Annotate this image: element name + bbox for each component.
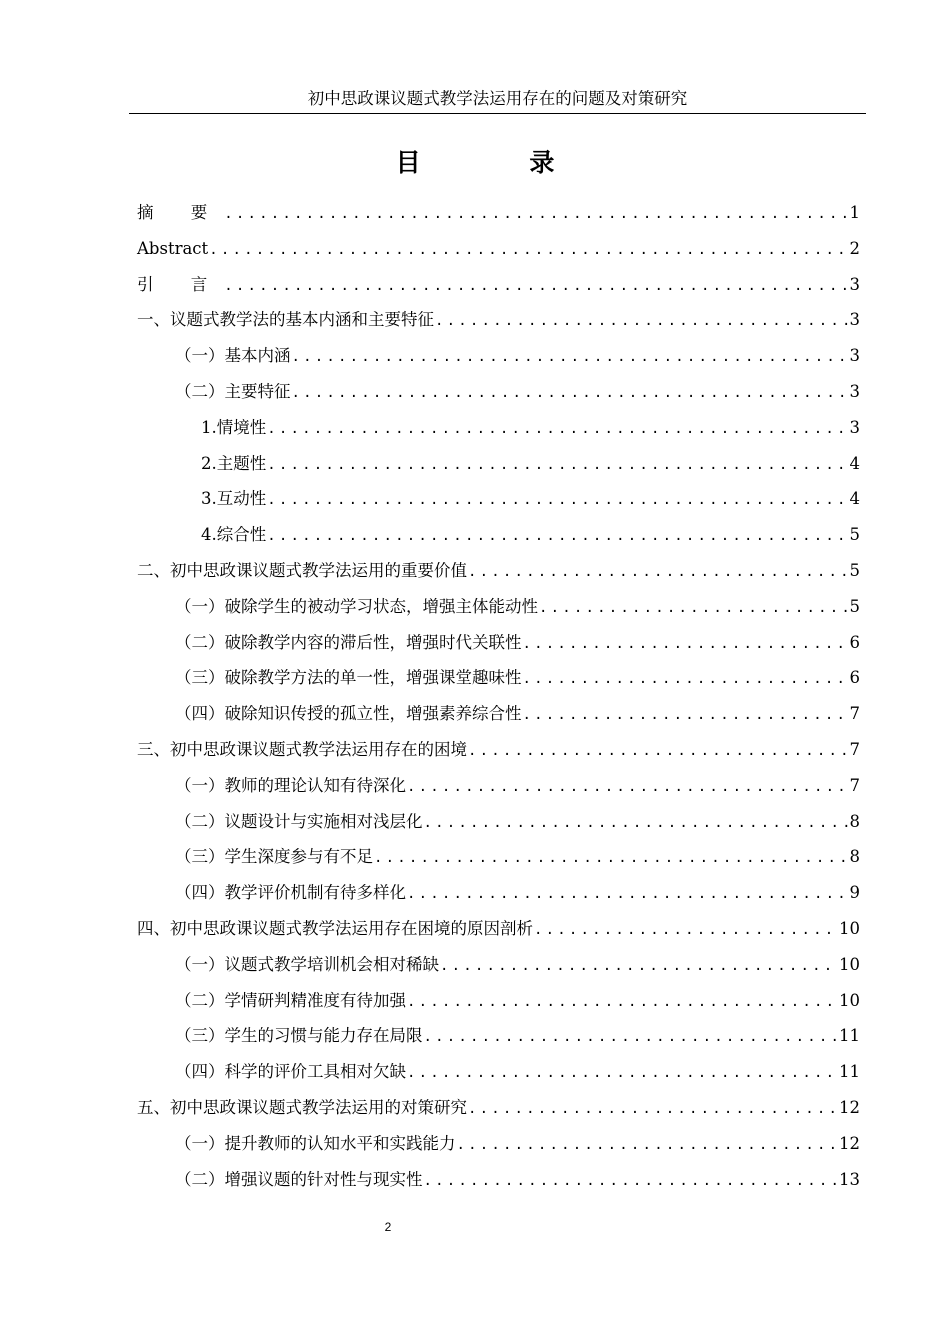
toc-entry-label: （二）学情研判精准度有待加强 xyxy=(175,990,406,1010)
toc-entry[interactable] xyxy=(137,236,860,262)
toc-entry-label: 1.情境性 xyxy=(201,417,267,437)
toc-dot-leader xyxy=(291,380,848,406)
toc-entry-label: 三、初中思政课议题式教学法运用存在的困境 xyxy=(137,740,467,759)
toc-entry-label: （一）基本内涵 xyxy=(175,346,291,366)
page-number: 2 xyxy=(384,1220,392,1234)
toc-dot-leader xyxy=(406,774,848,800)
toc-dot-leader xyxy=(266,416,847,442)
toc-entry-page: 10 xyxy=(839,954,860,974)
toc-entry[interactable] xyxy=(175,809,860,835)
toc-entry[interactable] xyxy=(137,307,860,333)
toc-entry-page: 10 xyxy=(839,919,860,938)
toc-dot-leader xyxy=(266,487,847,513)
toc-dot-leader xyxy=(423,810,848,836)
toc-entry[interactable] xyxy=(175,665,860,691)
toc-entry-label: （一）破除学生的被动学习状态，增强主体能动性 xyxy=(175,596,538,616)
toc-entry-page: 6 xyxy=(849,668,860,688)
toc-entry[interactable] xyxy=(137,558,860,584)
toc-entry[interactable] xyxy=(137,272,860,298)
toc-entry-page: 7 xyxy=(849,775,860,795)
toc-dot-leader xyxy=(208,237,847,263)
toc-entry-page: 11 xyxy=(839,1026,860,1046)
toc-dot-leader xyxy=(533,917,837,943)
toc-dot-leader xyxy=(522,666,848,692)
toc-entry[interactable] xyxy=(175,880,860,906)
toc-dot-leader xyxy=(406,881,848,907)
toc-dot-leader xyxy=(291,344,848,370)
toc-dot-leader xyxy=(223,201,847,227)
toc-entry-page: 13 xyxy=(839,1169,860,1189)
toc-dot-leader xyxy=(434,308,848,334)
toc-entry-label: Abstract xyxy=(137,238,209,258)
toc-entry[interactable] xyxy=(201,415,860,441)
toc-entry-label: （四）教学评价机制有待多样化 xyxy=(175,883,406,903)
toc-dot-leader xyxy=(522,702,848,728)
toc-entry[interactable] xyxy=(175,1023,860,1049)
toc-dot-leader xyxy=(373,845,848,871)
toc-dot-leader xyxy=(406,989,837,1015)
toc-entry-page: 7 xyxy=(849,704,860,724)
toc-entry[interactable] xyxy=(175,343,860,369)
toc-entry[interactable] xyxy=(201,486,860,512)
toc-entry-page: 3 xyxy=(849,274,860,294)
toc-dot-leader xyxy=(423,1168,838,1194)
toc-entry[interactable] xyxy=(137,737,860,763)
toc-dot-leader xyxy=(467,559,848,585)
toc-entry-label: 4.综合性 xyxy=(201,525,267,545)
toc-dot-leader xyxy=(538,595,848,621)
toc-entry-label: （三）学生的习惯与能力存在局限 xyxy=(175,1026,423,1046)
running-header: 初中思政课议题式教学法运用存在的问题及对策研究 xyxy=(307,89,688,108)
toc-dot-leader xyxy=(223,273,847,299)
toc-entry-page: 5 xyxy=(849,525,860,545)
toc-entry-page: 10 xyxy=(839,990,860,1010)
toc-entry-label: 四、初中思政课议题式教学法运用存在困境的原因剖析 xyxy=(137,919,533,938)
toc-dot-leader xyxy=(266,452,847,478)
toc-dot-leader xyxy=(467,738,848,764)
toc-entry[interactable] xyxy=(175,844,860,870)
toc-entry-label: 2.主题性 xyxy=(201,453,267,473)
toc-dot-leader xyxy=(439,953,837,979)
toc-entry-page: 3 xyxy=(849,382,860,401)
toc-entry[interactable] xyxy=(137,916,860,942)
toc-entry[interactable] xyxy=(137,200,860,226)
toc-entry[interactable] xyxy=(175,701,860,727)
toc-entry-label: （三）破除教学方法的单一性，增强课堂趣味性 xyxy=(175,668,522,688)
toc-entry-page: 3 xyxy=(849,310,860,330)
toc-entry-page: 4 xyxy=(849,453,860,473)
toc-entry-label: （二）主要特征 xyxy=(175,382,291,401)
toc-entry-label: （二）议题设计与实施相对浅层化 xyxy=(175,811,423,831)
toc-entry[interactable] xyxy=(175,630,860,656)
toc-entry-page: 5 xyxy=(849,561,860,580)
toc-entry-page: 1 xyxy=(849,203,860,222)
toc-entry-label: 五、初中思政课议题式教学法运用的对策研究 xyxy=(137,1098,467,1117)
toc-dot-leader xyxy=(423,1024,838,1050)
toc-entry-page: 6 xyxy=(849,632,860,652)
toc-entry-page: 7 xyxy=(849,740,860,759)
toc-entry-label: （一）提升教师的认知水平和实践能力 xyxy=(175,1133,456,1153)
toc-entry[interactable] xyxy=(175,773,860,799)
toc-entry[interactable] xyxy=(175,379,860,405)
toc-entry-label: （一）议题式教学培训机会相对稀缺 xyxy=(175,954,439,974)
toc-entry-label: 摘 要 xyxy=(137,203,224,222)
header-rule xyxy=(129,113,866,114)
toc-entry-page: 2 xyxy=(849,238,860,258)
toc-entry-label: 引 言 xyxy=(137,274,224,294)
toc-dot-leader xyxy=(467,1096,837,1122)
toc-entry-label: （一）教师的理论认知有待深化 xyxy=(175,775,406,795)
toc-entry[interactable] xyxy=(201,522,860,548)
toc-entry-page: 5 xyxy=(849,596,860,616)
toc-entry[interactable] xyxy=(175,952,860,978)
toc-entry-page: 11 xyxy=(839,1062,860,1082)
toc-entry-page: 12 xyxy=(839,1133,860,1153)
toc-entry-label: （三）学生深度参与有不足 xyxy=(175,847,373,867)
toc-entry-page: 3 xyxy=(849,346,860,366)
toc-entry-page: 9 xyxy=(849,883,860,903)
toc-entry-label: （二）增强议题的针对性与现实性 xyxy=(175,1169,423,1189)
toc-dot-leader xyxy=(266,523,847,549)
toc-entry[interactable] xyxy=(137,1095,860,1121)
toc-dot-leader xyxy=(522,631,848,657)
toc-entry-label: （四）破除知识传授的孤立性，增强素养综合性 xyxy=(175,704,522,724)
toc-entry[interactable] xyxy=(175,1167,860,1193)
toc-entry-label: （二）破除教学内容的滞后性，增强时代关联性 xyxy=(175,632,522,652)
toc-entry-page: 3 xyxy=(849,417,860,437)
toc-entry-page: 4 xyxy=(849,489,860,509)
toc-entry-label: （四）科学的评价工具相对欠缺 xyxy=(175,1062,406,1082)
page-title: 目 录 xyxy=(395,148,605,177)
toc-entry-label: 3.互动性 xyxy=(201,489,267,509)
toc-entry-page: 8 xyxy=(849,811,860,831)
toc-entry-label: 一、议题式教学法的基本内涵和主要特征 xyxy=(137,310,434,330)
toc-dot-leader xyxy=(406,1060,837,1086)
toc-entry[interactable] xyxy=(201,451,860,477)
toc-entry-page: 12 xyxy=(839,1098,860,1117)
toc-entry-label: 二、初中思政课议题式教学法运用的重要价值 xyxy=(137,561,467,580)
toc-entry-page: 8 xyxy=(849,847,860,867)
toc-entry[interactable] xyxy=(175,1131,860,1157)
toc-dot-leader xyxy=(456,1132,838,1158)
toc-entry[interactable] xyxy=(175,594,860,620)
toc-entry[interactable] xyxy=(175,988,860,1014)
toc-entry[interactable] xyxy=(175,1059,860,1085)
